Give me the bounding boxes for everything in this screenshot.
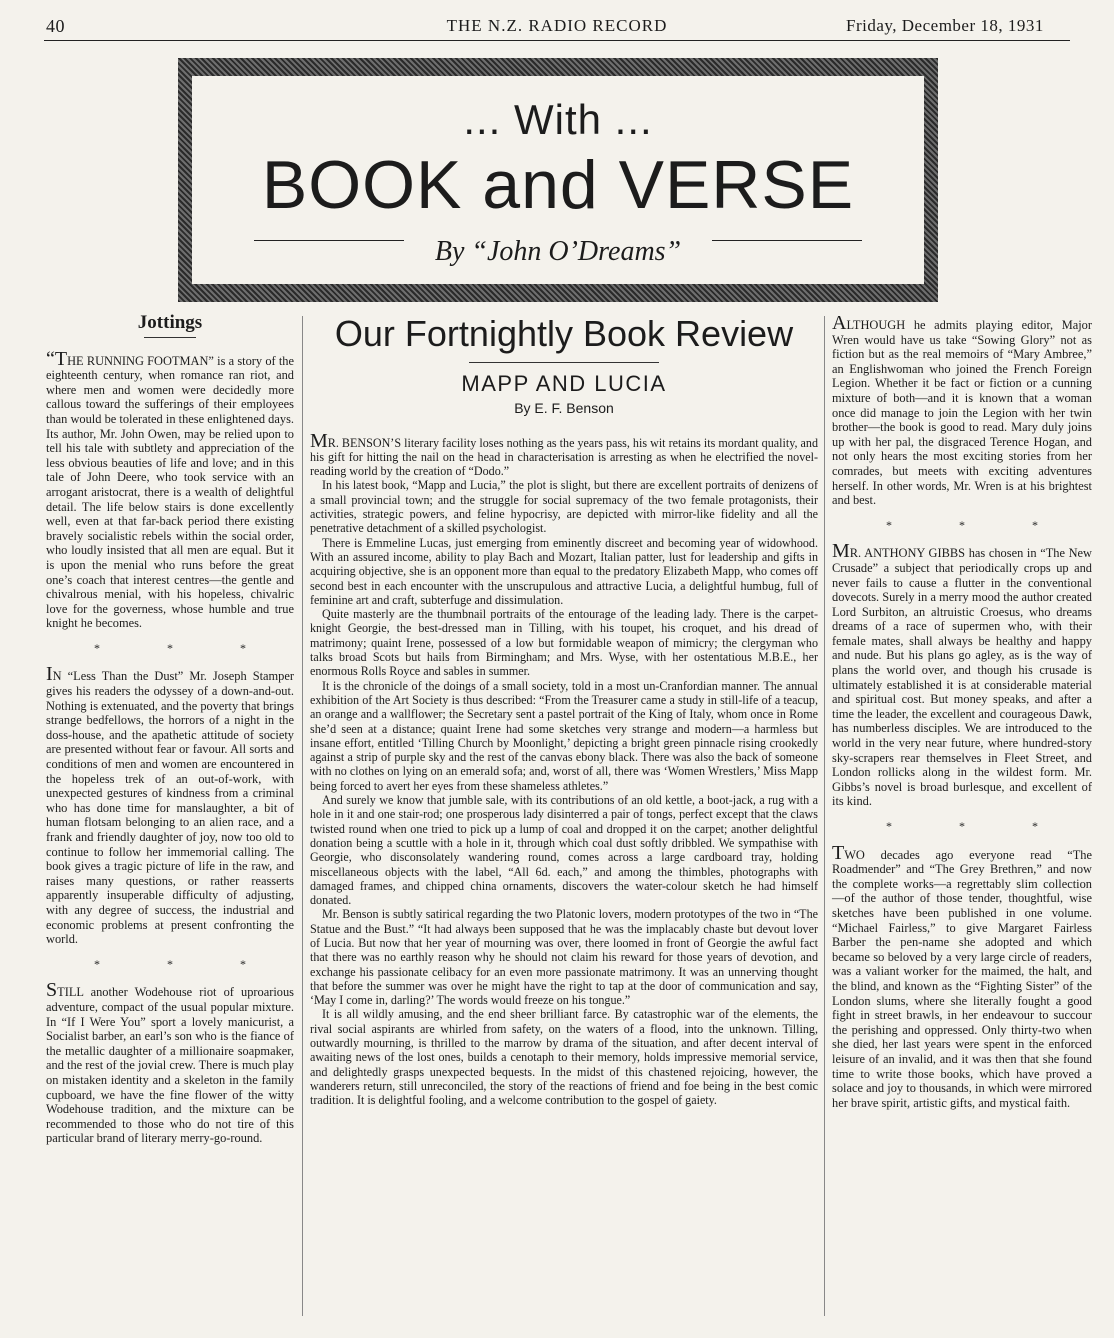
jotting-item [46, 979, 294, 1146]
drop-cap: A [832, 312, 847, 334]
byline-rule-right [712, 240, 862, 241]
issue-date: Friday, December 18, 1931 [846, 16, 1044, 35]
drop-cap: S [46, 979, 58, 1002]
jotting-text: N “Less Than the Dust” Mr. Joseph Stamper gives his readers the odyssey of a down-and-out. Nothing is extenuated, and the poverty that brings strange bedfellows, the horrors of a night in the doss-house, and the apathetic attitude of society are presented without fear or favour. All sorts and conditions of men and women are encountered in the hopeless trek of an out-of-work, with unexpected gestures of kindness from a criminal who has done time for manslaughter, a bit of human flotsam belonging to an alien race, and a frank and friendly daughter of joy, now too old to continue to follow her immemorial calling. The book gives a tragic picture of life in the raw, and raises many questions, or rather reasserts apparently insuperable difficulty of adjusting, with any degree of success, the industrial and economic problems at present confronting the world. [46, 669, 294, 947]
column-rule-left [302, 316, 303, 1316]
drop-cap: “T [46, 347, 68, 370]
book-author: By E. F. Benson [514, 400, 614, 417]
banner-title: BOOK and VERSE [261, 147, 855, 223]
publication-name: THE N.Z. RADIO RECORD [446, 16, 668, 35]
drop-cap: T [832, 841, 845, 864]
note-item: ALTHOUGH he admits playing editor, Major Wren would have us take “Sowing Glory” not as fiction but as the real memoirs of “Mary Ambree,” an Englishwoman who joined the French Foreign Legion. Whether it be fact or fiction or a cunning mixture of both—and it is known that a woman once did manage to join the Legion with her twin brother—the book is good to read. Mary duly joins up with her pal, the disgraced Terence Hogan, and not only hears the most exciting stories from her comrades, but meets with exciting adventures herself. In other words, Mr. Wren is at his brightest and best. [832, 312, 1092, 508]
jotting-text: TILL another Wodehouse riot of uproarious adventure, compact of the usual popular mixture. In “If I Were You” sport a lovely manicurist, a Socialist barber, an earl’s son who is the fiance of the metallic daughter of a millionaire soapmaker, and the rest of the jovial crew. There is much play on mistaken identity and a skeleton in the family cupboard, we have the fine flower of the witty Wodehouse tradition, and the mixture can be recommended to those who do not tire of this particular brand of literary merry-go-round. [46, 985, 294, 1146]
banner-with: ... With ... [463, 96, 653, 143]
review-paragraph: In his latest book, “Mapp and Lucia,” the plot is slight, but there are excellent portraits of denizens of a small provincial town; and the struggle for social supremacy of the two female protagonists, their activities, strategic powers, and feline hypocrisy, are depicted with mirror-like fidelity and all the penetrative detachment of a skilled psychologist. [310, 478, 818, 536]
review-paragraph: There is Emmeline Lucas, just emerging from eminently discreet and becoming year of widowhood. With an assured income, ability to play Bach and Mozart, Italian patter, lust for leadership and gifts in acquiring objective, she is an opponent more than equal to the predatory Elizabeth Mapp, who comes off second best in each encounter with the unscrupulous and attractive Lucia, a delightful humbug, full of feminine art and craft, subterfuge and dissimulation. [310, 535, 818, 607]
notes-column [832, 312, 1092, 1110]
jotting-item [46, 347, 294, 631]
banner-panel [192, 76, 924, 284]
section-separator: * * * [94, 640, 278, 655]
drop-cap: M [832, 540, 850, 563]
note-item: MR. ANTHONY GIBBS has chosen in “The New Crusade” a subject that periodically crops up and never fails to cause a flutter in the conventional dovecots. Surely in a merry mood the author created Lord Surbiton, an altruistic Croesus, who dreams dreams of a race of supermen who, with their female mates, shall always be healthy and happy and nude. But his plans go agley, as is the way of plans the world over, and though his crusade is ultimately established it is at considerable material and spiritual cost. But money speaks, and after a time the leader, the excellent and courageous Dawk, has numberless disciples. We are introduced to the world in the very near future, where hundred-story sky-scrapers rear themselves in Fleet Street, and London rollicks along in the wildest form. Mr. Gibbs’s novel is broad burlesque, and excellent of its kind. [832, 540, 1092, 809]
jotting-item [46, 663, 294, 947]
jotting-text: HE RUNNING FOOTMAN” is a story of the eighteenth century, when romance ran riot, and where men and women were decidedly more callous toward the sufferings of their employees than would be tolerated in these enlightened days. Its author, Mr. John Owen, may be relied upon to tell his tale with subtlety and appreciation of the less obvious beauties of life and love; and in this tale of John Deere, who took service with an arrogant aristocrat, there is a wealth of delightful detail. The life below stairs is done excellently well, even at that far-back period there existing bravely socialistic rebels within the social order, who loudly insisted that all men are equal. But it is upon the menial who runs before the great one’s coach that interest centres—the gentle and chivalrous menial, with his hopeless, chivalric love for the governess, whose humble and true knight he becomes. [46, 353, 294, 631]
review-paragraph: It is all wildly amusing, and the end sheer brilliant farce. By catastrophic war of the elements, the rival social aspirants are whirled from safety, on the waters of a flood, into the unknown. Tilling, outwardly mourning, is thrilled to the marrow by drama of the situation, and after decent interval of awaiting news of the lost ones, builds a cenotaph to their memory, holds impressive memorial service, and delightedly grasps unexpected bequests. In the midst of this chastened rejoicing, however, the wanderers return, still unreconciled, the story of the reactions of friend and foe being in the best comic tradition. It is delightful fooling, and a welcome contribution to the gospel of gaiety. [310, 1007, 818, 1108]
header-rule [44, 40, 1070, 41]
review-column [310, 312, 818, 1108]
note-item: TWO decades ago everyone read “The Roadmender” and “The Grey Brethren,” and now the complete works—a regrettably slim collection—of the author of those tender, thoughtful, wise sketches have been published in one volume. “Michael Fairless,” to give Margaret Fairless Barber the pen-name she adopted and which became so beloved by a very large circle of readers, was a valiant worker for the maimed, the halt, and the blind, and known as the “Fighting Sister” of the London slums, where she literally fought a good fight in street brawls, in her endeavour to succour the perishing and oppressed. Only thirty-two when she died, her last years were spent in the enforced leisure of an invalid, and it was then that she found time to write those books, which have proved a solace and joy to thousands, in which were mirrored her brave spirit, artistic gifts, and mystical faith. [832, 841, 1092, 1110]
book-title: MAPP AND LUCIA [461, 371, 667, 396]
section-banner [178, 58, 938, 302]
section-separator: * * * [94, 956, 278, 971]
review-paragraph: Mr. Benson is subtly satirical regarding the two Platonic lovers, modern prototypes of the two in “The Statue and the Bust.” “It had always been supposed that he was the implacably chaste but devout lover of Lucia. But now that her year of mourning was over, there loomed in front of Georgie the awful fact that there was no earthly reason why he should not claim his reward for those years of devotion, and exchange his passionate celibacy for an even more passionate matrimony. It was an unnerving thought that before the summer was over he might have the right to tap at the door of communication and say, ‘May I come in, darling?’ The words would freeze on his tongue.” [310, 907, 818, 1008]
jottings-column [46, 312, 294, 1146]
drop-cap: I [46, 663, 53, 686]
page-number: 40 [46, 16, 65, 36]
review-paragraph: Quite masterly are the thumbnail portraits of the entourage of the leading lady. There is the carpet-knight Georgie, the best-dressed man in Tilling, with his toupet, his croquet, and his dread of matrimony; quaint Irene, possessed of a low but formidable weapon of mimicry; the clergyman who talks broad Scots but hails from Birmingham; and Mrs. Wyse, with her ostentatious M.B.E., her enormous Rolls Royce and sables in summer. [310, 607, 818, 679]
jottings-heading: Jottings [137, 312, 203, 333]
review-paragraph: And surely we know that jumble sale, with its contributions of an old kettle, a boot-jack, a rug with a hole in it and one stair-rod; one prosperous lady disinterred a pair of tongs, perfect except that the claws twisted round when one tried to pick up a lump of coal and dropped it on the carpet; another delightful donation being a scuttle with a hole in it, through which coal dust softly dribbled. We sympathise with Georgie, who disconsolately wandering round, comes across a large cardboard tray, holding miscellaneous objects with the label, “All 6d. each,” and among the thimbles, photographs with damaged frames, and chipped china ornaments, discovers the water-colour sketch he had himself donated. [310, 793, 818, 908]
jottings-rule [144, 337, 196, 338]
running-head [0, 16, 1114, 40]
banner-byline: By “John O’Dreams” [434, 236, 682, 267]
review-paragraph: It is the chronicle of the doings of a small society, told in a most un-Cranfordian manner. The annual exhibition of the Art Society is thus described: “From the Treasurer came a study in still-life of a teacup, an orange and a wallflower; the Secretary sent a pastel portrait of the King of Italy, whom once in Rome she’d seen at a distance; quaint Irene had some sketches very strange and modern—a harmless but insane effort, entitled ‘Tilling Church by Moonlight,’ depicting a bright green pinnacle rising crookedly against a strip of purple sky and the rest of the canvas ebony black. There was also the back of someone with no clothes on lying on an emerald sofa; and, worst of all, there was ‘Women Wrestlers,’ Miss Mapp being forced to avert her eyes from these shameless athletes.” [310, 678, 818, 793]
review-heading: Our Fortnightly Book Review [334, 313, 794, 354]
column-rule-right [824, 316, 825, 1316]
section-separator: * * * [886, 819, 1070, 833]
review-paragraph: MR. BENSON’S literary facility loses nothing as the years pass, his wit retains its mordant quality, and his gift for hitting the nail on the head in characterisation is arresting as when he electrified the novel-reading world by the creation of “Dodo.” [310, 429, 818, 479]
drop-cap: M [310, 429, 328, 452]
review-rule [469, 362, 659, 363]
section-separator: * * * [886, 517, 1070, 532]
